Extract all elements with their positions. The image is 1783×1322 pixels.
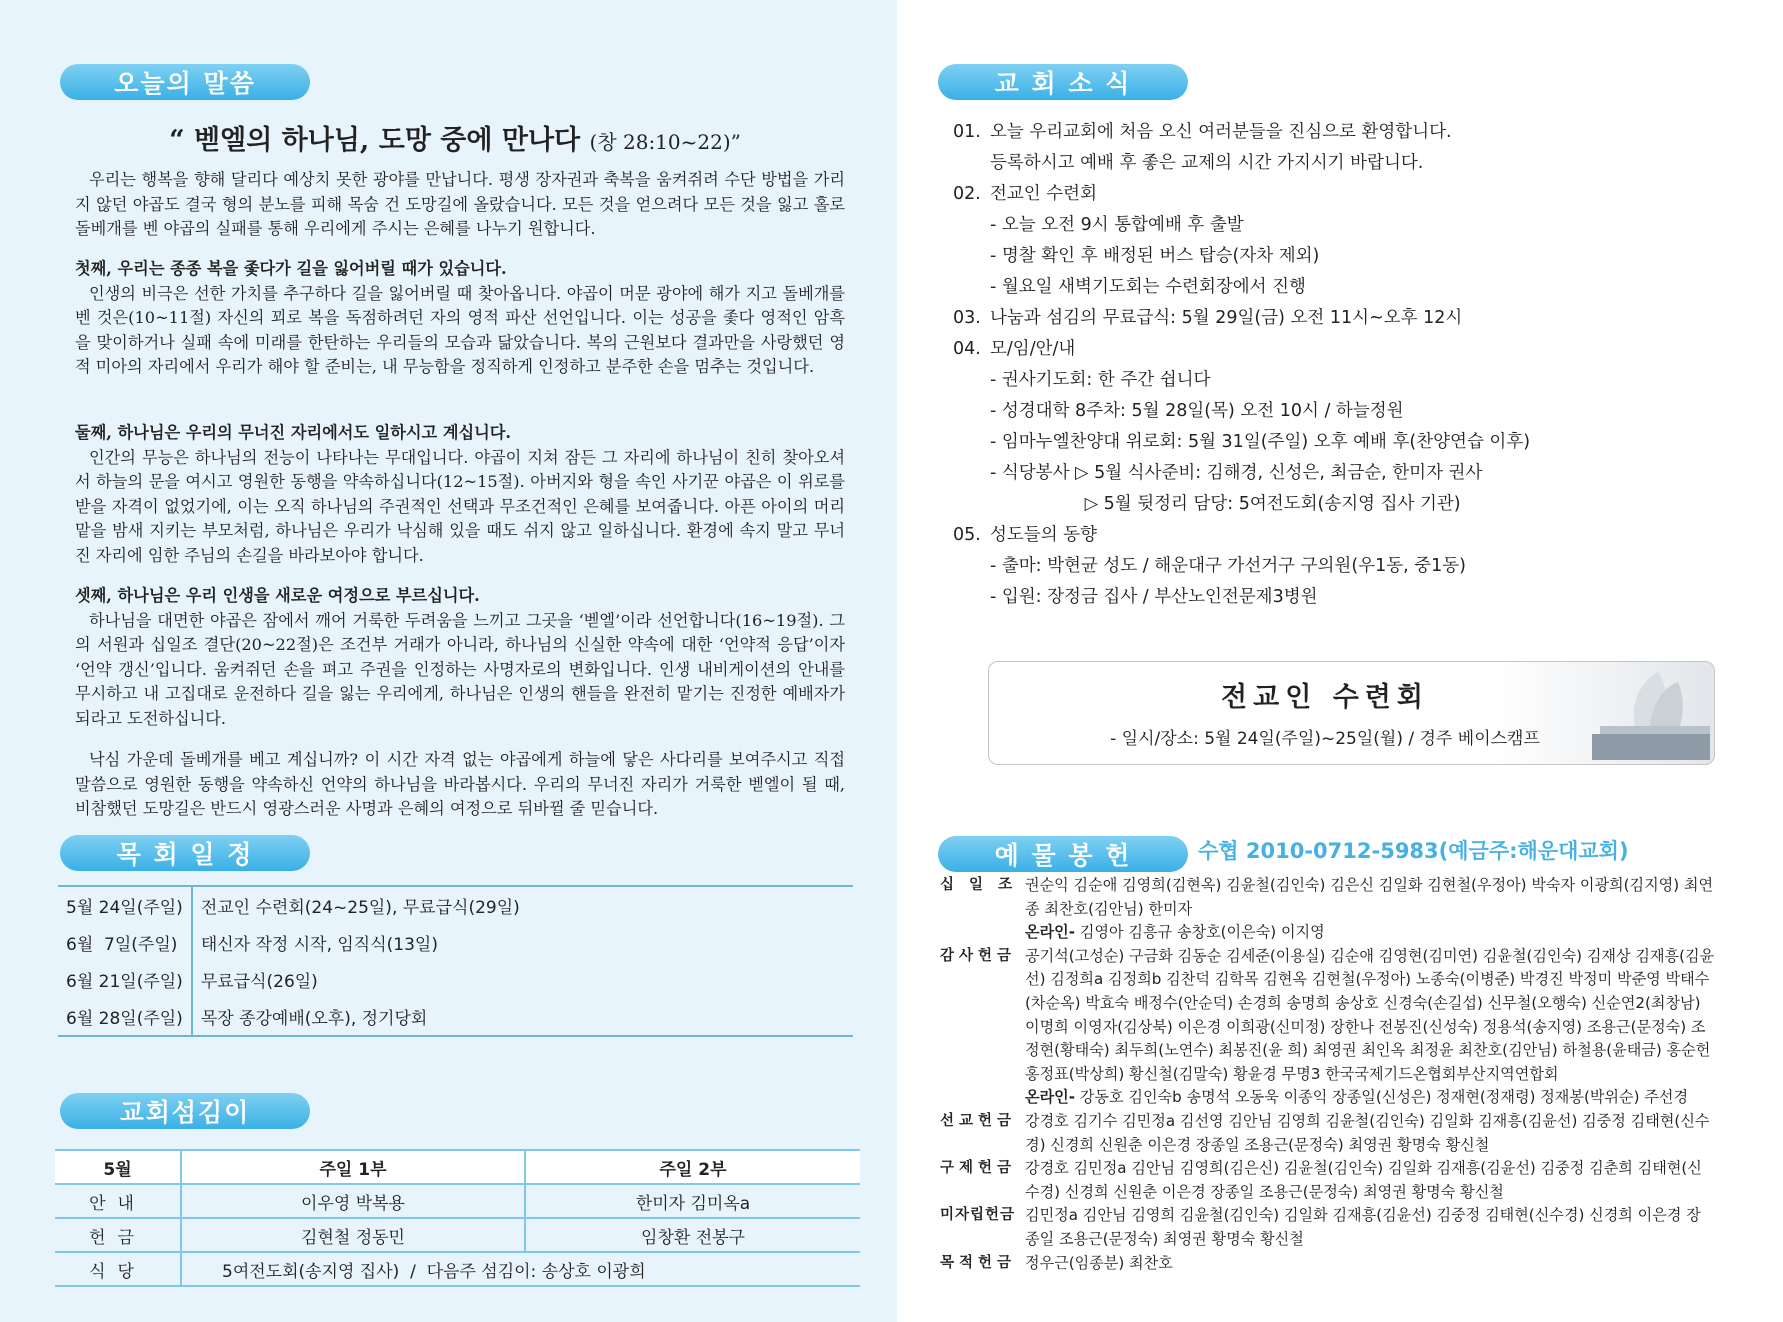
retreat-info: - 일시/장소: 5월 24일(주일)~25일(월) / 경주 베이스캠프 bbox=[1110, 729, 1540, 749]
news-subitem: ▷ 5월 뒷정리 담당: 5여전도회(송지영 집사 기관) bbox=[990, 494, 1461, 514]
offering-label: 선교헌금 bbox=[940, 1112, 1017, 1129]
news-number: 03. bbox=[953, 308, 981, 328]
servants-meal: 5여전도회(송지영 집사) / 다음주 섬김이: 송상호 이광희 bbox=[181, 1252, 860, 1286]
schedule-date: 5월 24일(주일) bbox=[58, 886, 192, 924]
servants-header-row bbox=[55, 1150, 860, 1184]
news-subitem: - 성경대학 8주차: 5월 28일(목) 오전 10시 / 하늘정원 bbox=[990, 401, 1404, 421]
servants-header-second: 주일 2부 bbox=[525, 1150, 860, 1184]
offering-group bbox=[940, 1252, 1715, 1276]
news-item bbox=[953, 117, 1513, 148]
offering-label: 목적헌금 bbox=[940, 1254, 1017, 1271]
servants-row bbox=[55, 1184, 860, 1218]
news-subitem: - 명찰 확인 후 배정된 버스 탑승(자차 제외) bbox=[990, 246, 1320, 266]
sermon-point-1-heading: 첫째, 우리는 종종 복을 좇다가 길을 잃어버릴 때가 있습니다. bbox=[75, 259, 507, 278]
sermon-point-1 bbox=[75, 257, 845, 380]
sermon-point-2 bbox=[75, 421, 845, 568]
servants-first: 이우영 박복용 bbox=[181, 1184, 525, 1218]
news-text: 성도들의 동향 bbox=[990, 525, 1097, 545]
news-number: 02. bbox=[953, 184, 981, 204]
news-item bbox=[953, 179, 1513, 210]
news-item bbox=[953, 520, 1513, 551]
schedule-date: 6월 7일(주일) bbox=[58, 924, 192, 961]
servants-row bbox=[55, 1252, 860, 1286]
sermon-point-3-heading: 셋째, 하나님은 우리 인생을 새로운 여정으로 부르십니다. bbox=[75, 586, 480, 605]
schedule-row bbox=[58, 998, 853, 1036]
offering-label: 감사헌금 bbox=[940, 947, 1017, 964]
bank-account: 수협 2010-0712-5983(예금주:해운대교회) bbox=[1198, 839, 1629, 863]
news-subitem: - 오늘 오전 9시 통합예배 후 출발 bbox=[990, 215, 1244, 235]
offering-online-names: 강동호 김인숙b 송명석 오동욱 이종익 장종일(신성은) 정재현(정재령) 정재봉(박위순) 주선경 bbox=[1079, 1088, 1689, 1107]
section-header-servants: 교회섬김이 bbox=[60, 1093, 310, 1129]
news-text: 오늘 우리교회에 처음 오신 여러분들을 진심으로 환영합니다. bbox=[990, 122, 1452, 142]
sermon-point-1-body: 인생의 비극은 선한 가치를 추구하다 길을 잃어버릴 때 찾아옵니다. 야곱이 머문 광야에 해가 지고 돌베개를 벤 것은(10~11절) 자신의 꾀로 복을 독점하려던 자의 영적 파산 선언입니다. 이는 성공을 좇다 영적인 암흑을 맞이하거나 실패 속에 미래를 한탄하는 우리들의 모습과 닮았습니다. 복의 근원보다 결과만을 사랑했던 영적 미아의 자리에서 우리가 해야 할 준비는, 내 무능함을 정직하게 인정하고 분주한 손을 멈추는 것입니다. bbox=[75, 283, 845, 376]
offering-group bbox=[940, 1157, 1715, 1204]
offering-label: 십 일 조 bbox=[940, 877, 1018, 893]
offering-names bbox=[1025, 874, 1715, 945]
news-subitem: - 임마누엘찬양대 위로회: 5월 31일(주일) 오후 예배 후(찬양연습 이후) bbox=[990, 432, 1531, 452]
section-header-today-word: 오늘의 말씀 bbox=[60, 64, 310, 100]
schedule-event: 목장 종강예배(오후), 정기당회 bbox=[192, 998, 853, 1036]
section-header-offering: 예 물 봉 헌 bbox=[938, 836, 1188, 872]
offering-group bbox=[940, 945, 1715, 1110]
schedule-event: 무료급식(26일) bbox=[200, 972, 318, 992]
sermon-point-2-heading: 둘째, 하나님은 우리의 무너진 자리에서도 일하시고 계십니다. bbox=[75, 423, 512, 442]
schedule-date: 6월 28일(주일) bbox=[58, 998, 192, 1036]
news-item bbox=[953, 303, 1513, 334]
news-subitem: - 출마: 박현균 성도 / 해운대구 가선거구 구의원(우1동, 중1동) bbox=[990, 556, 1467, 576]
schedule-date: 6월 21일(주일) bbox=[58, 961, 192, 998]
schedule-row bbox=[58, 961, 853, 998]
servants-first: 김현철 정동민 bbox=[181, 1218, 525, 1252]
offering-group bbox=[940, 1110, 1715, 1157]
sermon-point-3 bbox=[75, 584, 845, 731]
servants-table bbox=[55, 1149, 860, 1287]
offering-label: 미자립헌금 bbox=[940, 1207, 1016, 1224]
church-news-list bbox=[953, 117, 1531, 613]
sermon-closing-text: 낙심 가운데 돌베개를 베고 계십니까? 이 시간 자격 없는 야곱에게 하늘에 닿은 사다리를 보여주시고 직접 말씀으로 영원한 동행을 약속하신 언약의 하나님을 바라봅시다. 우리의 무너진 자리가 거룩한 벧엘이 될 때, 비참했던 도망길은 반드시 영광스러운 사명과 은혜의 여정으로 뒤바뀔 줄 믿습니다. bbox=[75, 750, 845, 818]
schedule-table bbox=[58, 885, 853, 1037]
offering-label: 구제헌금 bbox=[940, 1160, 1017, 1177]
offering-list bbox=[940, 874, 1715, 1275]
offering-names: 김민정a 김안님 김영희 김윤철(김인숙) 김일화 김재흥(김윤선) 김중정 김태현(신수경) 신경희 이은경 장종일 조용근(문정숙) 최영권 황명숙 황신철 bbox=[1025, 1206, 1701, 1248]
offering-names: 강경호 김기수 김민정a 김선영 김안님 김영희 김윤철(김인숙) 김일화 김재흥(김윤선) 김중정 김태현(신수경) 신경희 신원춘 이은경 장종일 조용근(문정숙) 최영권 황명숙 황신철 bbox=[1025, 1111, 1710, 1154]
news-number: 04. bbox=[953, 339, 981, 359]
servants-meal-role: 식당 bbox=[55, 1252, 181, 1286]
sermon-intro bbox=[75, 168, 845, 242]
sermon-point-3-body: 하나님을 대면한 야곱은 잠에서 깨어 거룩한 두려움을 느끼고 그곳을 ‘벧엘’이라 선언합니다(16~19절). 그의 서원과 십일조 결단(20~22절)은 조건부 거래가 아니라, 하나님의 신실한 약속에 대한 ‘언약적 응답’이자 ‘언약 갱신’입니다. 움켜쥐던 손을 펴고 주권을 인정하는 사명자로의 변화입니다. 인생 내비게이션의 안내를 무시하고 내 고집대로 운전하다 길을 잃는 우리에게, 하나님은 인생의 핸들을 완전히 맡기는 진정한 예배자가 되라고 도전하십니다. bbox=[75, 610, 845, 728]
news-text: 모/임/안/내 bbox=[990, 339, 1076, 359]
servants-role: 헌금 bbox=[55, 1218, 181, 1252]
servants-second: 한미자 김미옥a bbox=[525, 1184, 860, 1218]
servants-header-month: 5월 bbox=[55, 1150, 181, 1184]
offering-online-names: 김영아 김흥규 송창호(이은숙) 이지영 bbox=[1079, 923, 1325, 942]
offering-online-label: 온라인- bbox=[1025, 923, 1076, 942]
news-number: 05. bbox=[953, 525, 981, 545]
servants-role: 안내 bbox=[55, 1184, 181, 1218]
sermon-closing bbox=[75, 748, 845, 822]
offering-group bbox=[940, 1204, 1715, 1251]
sermon-title-text: “ 벧엘의 하나님, 도망 중에 만나다 bbox=[169, 125, 581, 156]
section-header-church-news: 교 회 소 식 bbox=[938, 64, 1188, 100]
schedule-row bbox=[58, 924, 853, 961]
news-subitem: - 식당봉사 ▷ 5월 식사준비: 김해경, 신성은, 최금순, 한미자 권사 bbox=[990, 463, 1483, 483]
sermon-point-2-body: 인간의 무능은 하나님의 전능이 나타나는 무대입니다. 야곱이 지쳐 잠든 그 자리에 하나님이 친히 찾아오셔서 하늘의 문을 여시고 영원한 동행을 약속하십니다(12~15절). 아버지와 형을 속인 사기꾼 야곱은 이 위로를 받을 자격이 없었기에, 이는 오직 하나님의 주권적인 선택과 무조건적인 은혜를 보여줍니다. 아픈 아이의 머리맡을 밤새 지키는 부모처럼, 하나님은 우리가 낙심해 있을 때도 쉬지 않고 일하십니다. 환경에 속지 말고 무너진 자리에 임한 주님의 손길을 바라보아야 합니다. bbox=[75, 447, 845, 565]
praying-hands-image bbox=[1580, 664, 1710, 760]
offering-names-text: 공기석(고성순) 구금화 김동순 김세준(이용실) 김순애 김영현(김미연) 김윤철(김인숙) 김재상 김재흥(김윤선) 김정희a 김정희b 김찬덕 김학목 김현옥 김현철(우정아) 노종숙(이병준) 박경진 박정미 박준영 박태수(차순옥) 박효숙 배정수(안순덕) 손경희 송명희 송상호 신경숙(손길섭) 신무철(오행숙) 신순연2(최창남) 이명희 이영자(김상북) 이은경 이희광(신미정) 장한나 전봉진(신성숙) 정용석(송지영) 조용근(문정숙) 조정현(황태숙) 최두희(노연수) 최봉진(윤 희) 최영권 최인옥 최정윤 최찬호(김안님) 하철용(윤태금) 홍순헌 홍정표(박상희) 황신철(김말숙) 황윤경 무명3 한국국제기드온협회부산지역연합회 bbox=[1025, 946, 1715, 1083]
schedule-event: 전교인 수련회(24~25일), 무료급식(29일) bbox=[192, 886, 853, 924]
sermon-title bbox=[60, 118, 850, 157]
servants-header-first: 주일 1부 bbox=[181, 1150, 525, 1184]
schedule-event: 태신자 작정 시작, 임직식(13일) bbox=[200, 935, 438, 955]
news-text: 나눔과 섬김의 무료급식: 5월 29일(금) 오전 11시~오후 12시 bbox=[990, 308, 1463, 328]
section-header-schedule: 목 회 일 정 bbox=[60, 835, 310, 871]
schedule-row bbox=[58, 886, 853, 924]
news-number: 01. bbox=[953, 122, 981, 142]
news-subitem: - 권사기도회: 한 주간 쉽니다 bbox=[990, 370, 1211, 390]
offering-online-label: 온라인- bbox=[1025, 1088, 1076, 1107]
news-subitem: - 월요일 새벽기도회는 수련회장에서 진행 bbox=[990, 277, 1306, 297]
offering-names-text: 권순익 김순애 김영희(김현옥) 김윤철(김인숙) 김은신 김일화 김현철(우정아) 박숙자 이광희(김지영) 최연종 최찬호(김안님) 한미자 bbox=[1025, 876, 1714, 918]
offering-group bbox=[940, 874, 1715, 945]
retreat-title: 전교인 수련회 bbox=[1221, 682, 1429, 713]
offering-names bbox=[1025, 945, 1715, 1110]
servants-row bbox=[55, 1218, 860, 1252]
offering-names: 강경호 김민정a 김안님 김영희(김은신) 김윤철(김인숙) 김일화 김재흥(김윤선) 김중정 김춘희 김태현(신수경) 신경희 신원춘 이은경 장종일 조용근(문정숙) 최영권 황명숙 황신철 bbox=[1025, 1159, 1702, 1201]
offering-names: 정우근(임종분) 최찬호 bbox=[1025, 1253, 1173, 1272]
news-subitem: 등록하시고 예배 후 좋은 교제의 시간 가지시기 바랍니다. bbox=[990, 153, 1424, 173]
servants-second: 임창환 전봉구 bbox=[525, 1218, 860, 1252]
sermon-reference: (창 28:10~22)” bbox=[589, 130, 741, 154]
news-subitem: - 입원: 장정금 집사 / 부산노인전문제3병원 bbox=[990, 587, 1318, 607]
news-item bbox=[953, 334, 1513, 365]
news-text: 전교인 수련회 bbox=[990, 184, 1097, 204]
sermon-intro-text: 우리는 행복을 향해 달리다 예상치 못한 광야를 만납니다. 평생 장자권과 축복을 움켜쥐려 수단 방법을 가리지 않던 야곱도 결국 형의 분노를 피해 목숨 건 도망길에 올랐습니다. 모든 것을 얻으려다 모든 것을 잃고 홀로 돌베개를 벤 야곱의 실패를 통해 우리에게 주시는 은혜를 나누기 원합니다. bbox=[75, 170, 845, 238]
